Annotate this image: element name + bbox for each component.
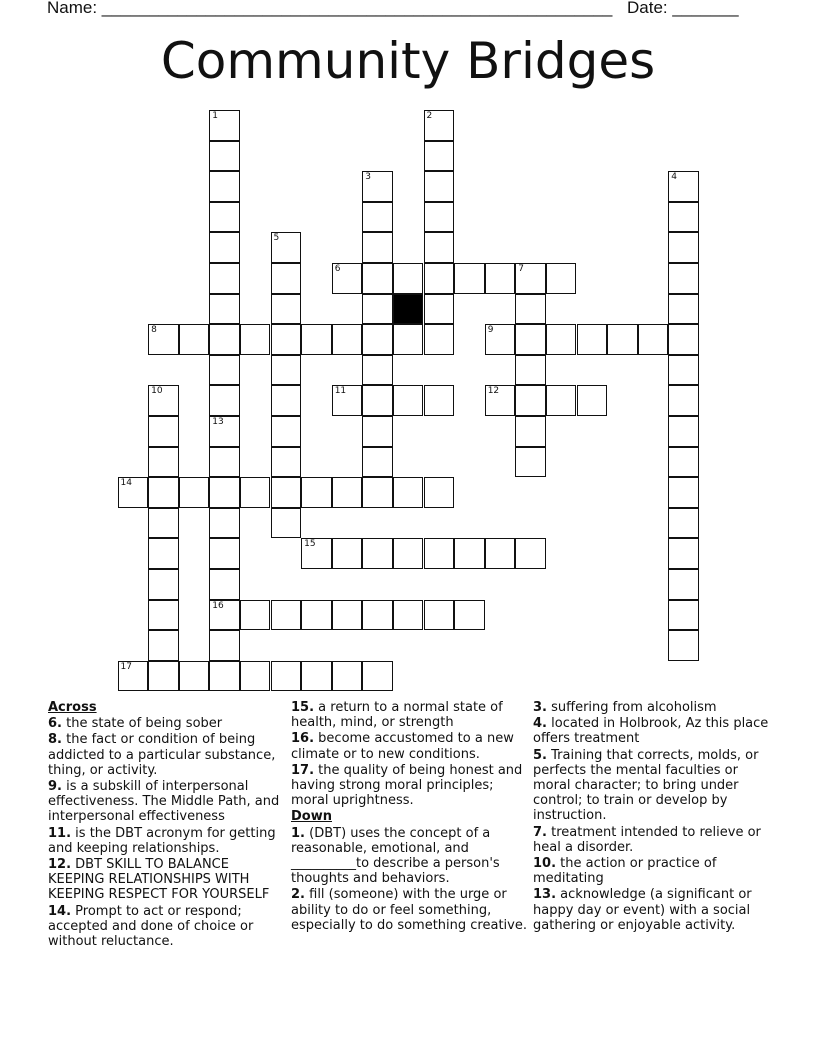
grid-cell[interactable] xyxy=(515,294,546,325)
grid-cell[interactable] xyxy=(179,324,210,355)
grid-cell[interactable] xyxy=(179,661,210,692)
grid-cell[interactable] xyxy=(148,385,179,416)
grid-cell[interactable] xyxy=(454,263,485,294)
grid-cell[interactable] xyxy=(454,600,485,631)
grid-cell[interactable] xyxy=(362,447,393,478)
grid-cell[interactable] xyxy=(209,110,240,141)
grid-cell[interactable] xyxy=(424,232,455,263)
grid-cell[interactable] xyxy=(668,232,699,263)
grid-cell[interactable] xyxy=(424,294,455,325)
clue-number: 1 xyxy=(212,111,219,121)
grid-cell[interactable] xyxy=(209,600,240,631)
grid-cell[interactable] xyxy=(546,263,577,294)
grid-cell[interactable] xyxy=(301,324,332,355)
grid-cell[interactable] xyxy=(362,202,393,233)
grid-cell[interactable] xyxy=(668,294,699,325)
grid-cell[interactable] xyxy=(424,477,455,508)
grid-cell[interactable] xyxy=(271,477,302,508)
grid-cell[interactable] xyxy=(668,416,699,447)
clue-number: 11 xyxy=(334,386,347,397)
grid-cell[interactable] xyxy=(668,600,699,631)
grid-cell[interactable] xyxy=(668,569,699,600)
grid-cell[interactable] xyxy=(148,508,179,539)
clues-column-1 xyxy=(48,700,284,950)
grid-cell[interactable] xyxy=(271,232,302,263)
grid-cell[interactable] xyxy=(668,355,699,386)
clue-item: 6. the state of being sober xyxy=(48,716,223,732)
grid-cell[interactable] xyxy=(148,538,179,569)
clue-item: 2. fill (someone) with the urge or ability to do or feel something, especially to do something creative. xyxy=(291,887,527,933)
clue-number: 14 xyxy=(120,478,132,489)
grid-cell[interactable] xyxy=(209,447,240,478)
grid-cell[interactable] xyxy=(668,477,699,508)
grid-cell[interactable] xyxy=(209,508,240,539)
grid-cell[interactable] xyxy=(332,477,363,508)
grid-cell[interactable] xyxy=(209,385,240,416)
date-field[interactable]: Date: _______ xyxy=(627,0,739,17)
grid-cell[interactable] xyxy=(271,600,302,631)
grid-cell[interactable] xyxy=(668,630,699,661)
clue-number: 10 xyxy=(151,386,163,397)
grid-cell[interactable] xyxy=(424,538,455,569)
grid-cell[interactable] xyxy=(332,324,363,355)
grid-cell[interactable] xyxy=(301,538,332,569)
grid-cell[interactable] xyxy=(148,416,179,447)
page-title: Community Bridges xyxy=(160,32,656,90)
grid-cell[interactable] xyxy=(515,324,546,355)
grid-cell[interactable] xyxy=(271,661,302,692)
grid-cell[interactable] xyxy=(209,294,240,325)
grid-cell[interactable] xyxy=(271,294,302,325)
grid-cell[interactable] xyxy=(485,263,516,294)
grid-cell[interactable] xyxy=(332,600,363,631)
grid-cell[interactable] xyxy=(424,324,455,355)
grid-cell[interactable] xyxy=(148,630,179,661)
grid-cell[interactable] xyxy=(424,110,455,141)
grid-cell[interactable] xyxy=(485,324,516,355)
clue-item: 10. the action or practice of meditating xyxy=(533,856,717,887)
grid-cell[interactable] xyxy=(485,538,516,569)
grid-cell[interactable] xyxy=(209,171,240,202)
clue-item: 9. is a subskill of interpersonal effectiveness. The Middle Path, and interpersonal effectiveness xyxy=(48,779,280,825)
grid-cell[interactable] xyxy=(271,324,302,355)
grid-cell[interactable] xyxy=(271,508,302,539)
grid-cell[interactable] xyxy=(668,263,699,294)
clues-column-3 xyxy=(533,700,769,934)
grid-cell[interactable] xyxy=(362,477,393,508)
grid-cell[interactable] xyxy=(546,324,577,355)
grid-cell[interactable] xyxy=(515,538,546,569)
grid-cell[interactable] xyxy=(638,324,669,355)
clue-number: 12 xyxy=(487,386,500,397)
clue-number: 5 xyxy=(273,233,280,244)
clue-number: 2 xyxy=(426,111,433,121)
grid-cell[interactable] xyxy=(209,232,240,263)
grid-cell[interactable] xyxy=(240,477,271,508)
grid-cell[interactable] xyxy=(271,355,302,386)
grid-cell[interactable] xyxy=(332,385,363,416)
grid-cell[interactable] xyxy=(393,477,424,508)
grid-cell[interactable] xyxy=(209,202,240,233)
clue-item: 1. (DBT) uses the concept of a reasonable, emotional, and __________to describe a person's thoughts and behaviors. xyxy=(291,825,500,887)
grid-cell[interactable] xyxy=(271,447,302,478)
clue-item: 7. treatment intended to relieve or heal a disorder. xyxy=(533,824,761,855)
clue-number: 9 xyxy=(487,325,494,336)
clue-number: 3 xyxy=(365,172,372,183)
grid-cell[interactable] xyxy=(424,600,455,631)
clue-item: 13. acknowledge (a significant or happy day or event) with a social gathering or enjoyable activity. xyxy=(533,887,752,933)
grid-cell[interactable] xyxy=(668,324,699,355)
grid-cell[interactable] xyxy=(240,661,271,692)
grid-cell[interactable] xyxy=(209,569,240,600)
grid-cell[interactable] xyxy=(362,171,393,202)
clue-item: 4. located in Holbrook, Az this place offers treatment xyxy=(533,716,769,747)
grid-cell[interactable] xyxy=(607,324,638,355)
clue-item: 12. DBT SKILL TO BALANCE KEEPING RELATIONSHIPS WITH KEEPING RESPECT FOR YOURSELF xyxy=(48,857,270,903)
grid-cell[interactable] xyxy=(668,447,699,478)
grid-block xyxy=(393,294,424,325)
grid-cell[interactable] xyxy=(362,385,393,416)
grid-cell[interactable] xyxy=(332,661,363,692)
grid-cell[interactable] xyxy=(118,661,149,692)
clue-item: 5. Training that corrects, molds, or perfects the mental faculties or moral character; to bring under control; to train or develop by instruction. xyxy=(533,747,759,824)
clue-item: 11. is the DBT acronym for getting and keeping relationships. xyxy=(48,825,276,856)
grid-cell[interactable] xyxy=(668,171,699,202)
grid-cell[interactable] xyxy=(209,416,240,447)
grid-cell[interactable] xyxy=(454,538,485,569)
grid-cell[interactable] xyxy=(515,355,546,386)
clue-item: 14. Prompt to act or respond; accepted and done of choice or without reluctance. xyxy=(48,903,254,950)
grid-cell[interactable] xyxy=(393,385,424,416)
grid-cell[interactable] xyxy=(148,477,179,508)
grid-cell[interactable] xyxy=(424,263,455,294)
grid-cell[interactable] xyxy=(362,661,393,692)
across-heading: Across xyxy=(48,700,97,715)
grid-cell[interactable] xyxy=(301,661,332,692)
grid-cell[interactable] xyxy=(424,141,455,172)
grid-cell[interactable] xyxy=(485,385,516,416)
grid-cell[interactable] xyxy=(515,263,546,294)
grid-cell[interactable] xyxy=(240,600,271,631)
clue-item: 15. a return to a normal state of health, mind, or strength xyxy=(291,700,503,731)
name-field[interactable]: Name: ______________________________________________________ xyxy=(47,0,613,17)
grid-cell[interactable] xyxy=(362,263,393,294)
grid-cell[interactable] xyxy=(515,385,546,416)
grid-cell[interactable] xyxy=(577,324,608,355)
grid-cell[interactable] xyxy=(424,202,455,233)
grid-cell[interactable] xyxy=(209,538,240,569)
grid-cell[interactable] xyxy=(209,324,240,355)
grid-cell[interactable] xyxy=(393,538,424,569)
grid-cell[interactable] xyxy=(668,538,699,569)
grid-cell[interactable] xyxy=(301,600,332,631)
grid-cell[interactable] xyxy=(209,355,240,386)
grid-cell[interactable] xyxy=(362,232,393,263)
grid-cell[interactable] xyxy=(148,569,179,600)
clue-number: 15 xyxy=(304,539,316,550)
grid-cell[interactable] xyxy=(271,416,302,447)
down-heading: Down xyxy=(291,809,332,825)
grid-cell[interactable] xyxy=(393,600,424,631)
clue-item: 17. the quality of being honest and having strong moral principles; moral uprightness. xyxy=(291,762,523,809)
grid-cell[interactable] xyxy=(148,447,179,478)
clue-number: 16 xyxy=(212,600,224,611)
grid-cell[interactable] xyxy=(362,324,393,355)
grid-cell[interactable] xyxy=(271,263,302,294)
grid-cell[interactable] xyxy=(240,324,271,355)
clue-item: 16. become accustomed to a new climate or to new conditions. xyxy=(291,731,514,762)
grid-cell[interactable] xyxy=(577,385,608,416)
grid-cell[interactable] xyxy=(332,538,363,569)
grid-cell[interactable] xyxy=(148,600,179,631)
grid-cell[interactable] xyxy=(393,263,424,294)
grid-cell[interactable] xyxy=(362,294,393,325)
grid-cell[interactable] xyxy=(209,141,240,172)
clue-number: 4 xyxy=(671,172,678,183)
grid-cell[interactable] xyxy=(424,385,455,416)
grid-cell[interactable] xyxy=(209,263,240,294)
clue-number: 7 xyxy=(518,264,525,274)
grid-cell[interactable] xyxy=(179,477,210,508)
grid-cell[interactable] xyxy=(209,630,240,661)
grid-cell[interactable] xyxy=(362,416,393,447)
grid-cell[interactable] xyxy=(362,600,393,631)
grid-cell[interactable] xyxy=(393,324,424,355)
clue-item: 8. the fact or condition of being addicted to a particular substance, thing, or activity. xyxy=(48,732,276,778)
grid-cell[interactable] xyxy=(515,447,546,478)
grid-cell[interactable] xyxy=(271,385,302,416)
grid-cell[interactable] xyxy=(668,202,699,233)
clue-item: 3. suffering from alcoholism xyxy=(533,700,717,715)
grid-cell[interactable] xyxy=(209,477,240,508)
grid-cell[interactable] xyxy=(546,385,577,416)
grid-cell[interactable] xyxy=(332,263,363,294)
grid-cell[interactable] xyxy=(668,385,699,416)
grid-cell[interactable] xyxy=(209,661,240,692)
grid-cell[interactable] xyxy=(362,538,393,569)
grid-cell[interactable] xyxy=(118,477,149,508)
clues-column-2 xyxy=(291,700,527,934)
clue-number: 17 xyxy=(120,661,132,672)
clue-number: 8 xyxy=(151,325,157,336)
grid-cell[interactable] xyxy=(301,477,332,508)
grid-cell[interactable] xyxy=(362,355,393,386)
clue-number: 6 xyxy=(334,264,341,274)
clue-number: 13 xyxy=(212,417,224,427)
grid-cell[interactable] xyxy=(424,171,455,202)
grid-cell[interactable] xyxy=(515,416,546,447)
grid-cell[interactable] xyxy=(148,661,179,692)
grid-cell[interactable] xyxy=(148,324,179,355)
grid-cell[interactable] xyxy=(668,508,699,539)
